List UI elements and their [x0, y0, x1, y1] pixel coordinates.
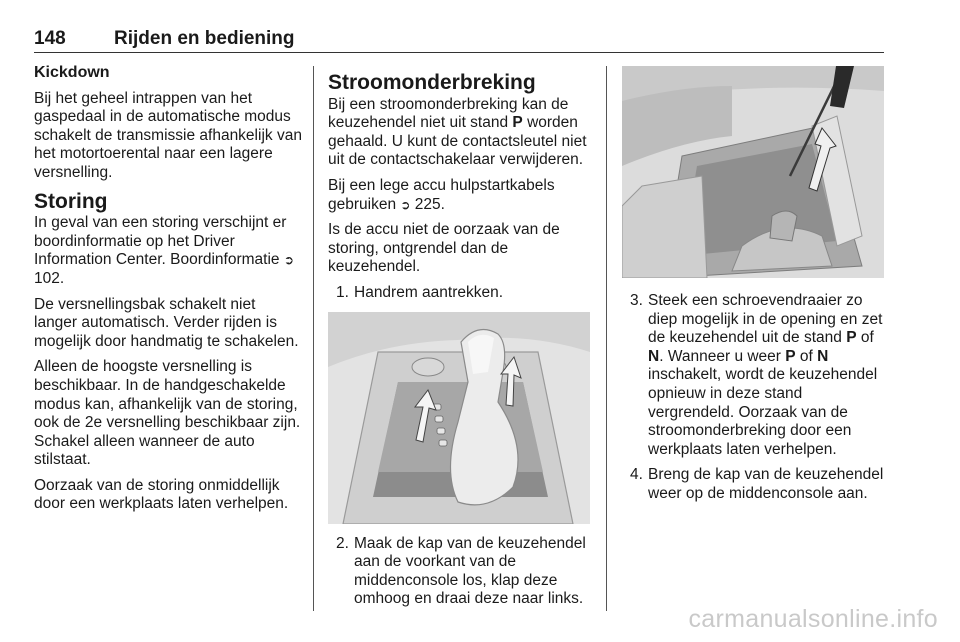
stroomonderbreking-heading: Stroomonderbreking [328, 71, 536, 94]
storing-heading: Storing [34, 189, 108, 213]
storing-paragraph-4: Oorzaak van de storing onmiddellijk door een werkplaats laten verhelpen. [34, 476, 289, 513]
kickdown-heading: Kickdown [34, 64, 110, 81]
gear-selector-illustration [328, 312, 590, 524]
storing-paragraph-3: Alleen de hoogste versnelling is beschikbaar. In de handgeschakelde modus kan, afhankelijk van de storing, ook de 2e versnelling beschikbaar zijn. Schakel alleen wanneer de auto stilstaat. [34, 358, 301, 469]
kickdown-text: Bij het geheel intrappen van het gaspedaal in de automatische modus schakelt de transmissie afhankelijk van het motortoerental naar een lagere versnelling. [34, 89, 302, 181]
column-divider-1 [313, 66, 314, 611]
watermark: carmanualsonline.info [688, 605, 938, 633]
list-item: 3. Steek een schroevendraaier zo diep mogelijk in de opening en zet de keuzehendel uit de stand P of N. Wanneer u weer P of N inschakelt, wordt de keuzehendel opnieuw in deze stand vergrendeld. Oorzaak van de stroomonderbreking door een werkplaats laten verhelpen. [630, 292, 883, 458]
stroom-paragraph-3: Is de accu niet de oorzaak van de storing, ontgrendel dan de keuzehendel. [328, 221, 560, 276]
page-header [34, 26, 884, 53]
column-3 [622, 64, 887, 511]
storing-paragraph-1 [34, 214, 302, 288]
storing-p1-page-ref[interactable]: 102. [34, 269, 65, 287]
list-item: 2. Maak de kap van de keuzehendel aan de voorkant van de middenconsole los, klap deze omhoog en draai deze naar links. [336, 534, 586, 608]
stroom-paragraph-1: Bij een stroomonderbreking kan de keuzehendel niet uit stand P worden gehaald. U kunt de contactsleutel niet uit de contactschakelaar verwijderen. [328, 95, 587, 169]
page-number: 148 [34, 28, 66, 49]
reference-arrow-icon: ➲ [283, 253, 294, 268]
reference-arrow-icon: ➲ [400, 197, 411, 212]
screwdriver-illustration [622, 66, 884, 278]
storing-p1-text: In geval van een storing verschijnt er boordinformatie op het Driver Information Center. Boordinformatie [34, 214, 287, 269]
column-1 [34, 64, 302, 521]
column-2 [328, 64, 592, 616]
column-divider-2 [606, 66, 607, 611]
steps-list-3 [622, 292, 887, 504]
list-item: 4. Breng de kap van de keuzehendel weer op de middenconsole aan. [630, 466, 884, 502]
storing-paragraph-2: De versnellingsbak schakelt niet langer automatisch. Verder rijden is mogelijk door handmatig te schakelen. [34, 295, 299, 350]
page-title: Rijden en bediening [114, 28, 295, 49]
stroom-paragraph-2: Bij een lege accu hulpstartkabels gebruiken ➲ 225. [328, 176, 555, 213]
steps-list-2 [328, 535, 592, 609]
stroom-p2-page-ref[interactable]: 225. [414, 195, 445, 213]
list-item: 1. Handrem aantrekken. [336, 283, 504, 301]
steps-list-1 [328, 284, 592, 303]
